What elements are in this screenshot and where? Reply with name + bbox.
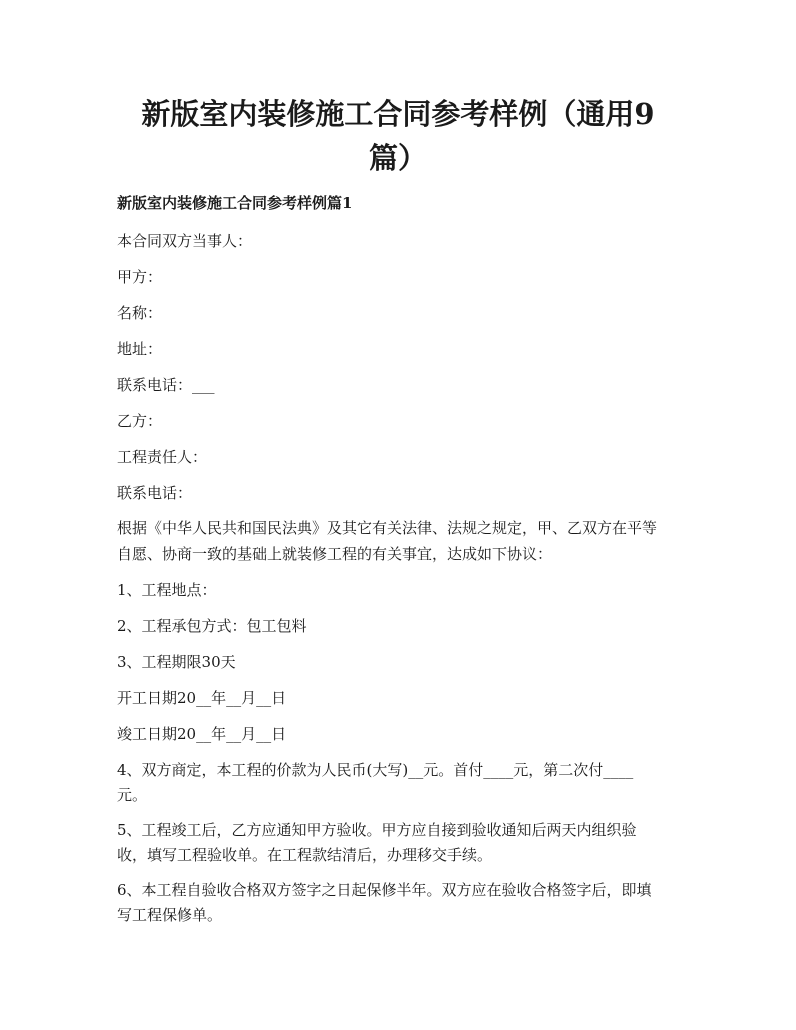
clause-5-line-2: 收，填写工程验收单。在工程款结清后，办理移交手续。 (117, 846, 493, 864)
start-date: 开工日期20__年__月__日 (117, 689, 287, 707)
party-intro: 本合同双方当事人： (117, 232, 253, 250)
clause-4-line-1: 4、双方商定，本工程的价款为人民币(大写)__元。首付____元，第二次付____ (117, 761, 634, 779)
party-b-phone: 联系电话： (117, 484, 193, 502)
party-a-address: 地址： (117, 340, 163, 358)
party-a-label: 甲方： (117, 268, 163, 286)
clause-3: 3、工程期限30天 (117, 653, 236, 671)
clause-6-line-1: 6、本工程自验收合格双方签字之日起保修半年。双方应在验收合格签字后，即填 (117, 881, 652, 899)
document-title-line-2: 篇） (368, 141, 427, 175)
party-a-name: 名称： (117, 304, 163, 322)
section-heading: 新版室内装修施工合同参考样例篇1 (117, 194, 353, 212)
party-a-phone: 联系电话：___ (117, 376, 215, 394)
document-title-line-1: 新版室内装修施工合同参考样例（通用9 (141, 97, 655, 131)
clause-6-line-2: 写工程保修单。 (117, 906, 223, 924)
party-b-responsible: 工程责任人： (117, 448, 208, 466)
clause-2: 2、工程承包方式：包工包料 (117, 617, 307, 635)
clause-4-line-2: 元。 (117, 786, 148, 804)
completion-date: 竣工日期20__年__月__日 (117, 725, 287, 743)
party-b-label: 乙方： (117, 412, 163, 430)
clause-1: 1、工程地点： (117, 581, 217, 599)
preamble-line-2: 自愿、协商一致的基础上就装修工程的有关事宜，达成如下协议： (117, 545, 553, 563)
clause-5-line-1: 5、工程竣工后，乙方应通知甲方验收。甲方应自接到验收通知后两天内组织验 (117, 821, 637, 839)
preamble-line-1: 根据《中华人民共和国民法典》及其它有关法律、法规之规定，甲、乙双方在平等 (117, 519, 658, 537)
